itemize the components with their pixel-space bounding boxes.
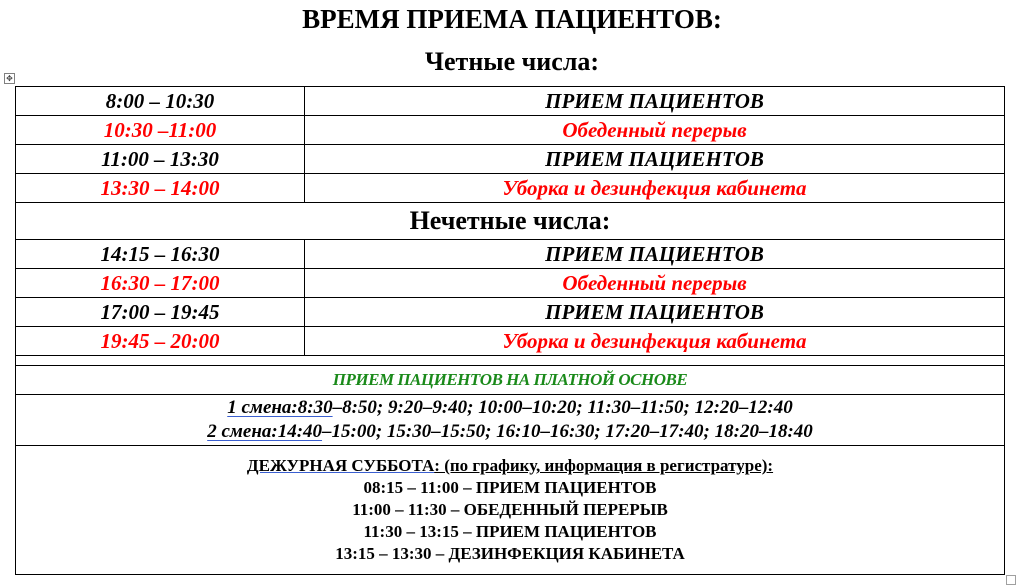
time-cell: 11:00 – 13:30 bbox=[16, 145, 305, 174]
activity-cell: Уборка и дезинфекция кабинета bbox=[305, 327, 1005, 356]
table-row bbox=[16, 145, 1005, 174]
odd-days-heading: Нечетные числа: bbox=[16, 203, 1005, 240]
table-row bbox=[16, 327, 1005, 356]
shift-2-times: –15:00; 15:30–15:50; 16:10–16:30; 17:20–17:40; 18:20–18:40 bbox=[322, 421, 813, 442]
time-cell: 13:30 – 14:00 bbox=[16, 174, 305, 203]
shift-2-line bbox=[16, 420, 1004, 444]
activity-cell: ПРИЕМ ПАЦИЕНТОВ bbox=[305, 87, 1005, 116]
saturday-item: 11:00 – 11:30 – ОБЕДЕННЫЙ ПЕРЕРЫВ bbox=[352, 500, 668, 519]
table-resize-handle[interactable] bbox=[1006, 575, 1016, 585]
saturday-row bbox=[16, 446, 1005, 575]
saturday-heading-label: ДЕЖУРНАЯ СУББОТА bbox=[246, 456, 435, 475]
saturday-item: 08:15 – 11:00 – ПРИЕМ ПАЦИЕНТОВ bbox=[363, 478, 657, 497]
table-row bbox=[16, 269, 1005, 298]
activity-cell: Уборка и дезинфекция кабинета bbox=[305, 174, 1005, 203]
shift-2-label: 2 смена:14:40 bbox=[207, 421, 323, 442]
activity-cell: Обеденный перерыв bbox=[305, 116, 1005, 145]
schedule-table bbox=[15, 86, 1005, 575]
activity-cell: Обеденный перерыв bbox=[305, 269, 1005, 298]
saturday-item: 13:15 – 13:30 – ДЕЗИНФЕКЦИЯ КАБИНЕТА bbox=[335, 544, 685, 563]
saturday-item: 11:30 – 13:15 – ПРИЕМ ПАЦИЕНТОВ bbox=[363, 522, 657, 541]
time-cell: 14:15 – 16:30 bbox=[16, 240, 305, 269]
saturday-heading-note: : (по графику, информация в регистратуре): bbox=[434, 456, 774, 475]
paid-title-row bbox=[16, 366, 1005, 395]
spacer-row bbox=[16, 356, 1005, 366]
table-row bbox=[16, 240, 1005, 269]
activity-cell: ПРИЕМ ПАЦИЕНТОВ bbox=[305, 145, 1005, 174]
shift-1-label: 1 смена:8:30 bbox=[227, 397, 333, 418]
shift-1-times: –8:50; 9:20–9:40; 10:00–10:20; 11:30–11:50; 12:20–12:40 bbox=[332, 397, 793, 418]
paid-shifts-cell bbox=[16, 395, 1005, 446]
table-row bbox=[16, 87, 1005, 116]
saturday-heading bbox=[16, 455, 1004, 477]
table-row bbox=[16, 174, 1005, 203]
time-cell: 19:45 – 20:00 bbox=[16, 327, 305, 356]
saturday-cell bbox=[16, 446, 1005, 575]
paid-title: ПРИЕМ ПАЦИЕНТОВ НА ПЛАТНОЙ ОСНОВЕ bbox=[16, 366, 1005, 395]
spacer-cell bbox=[16, 356, 1005, 366]
shift-1-line bbox=[16, 396, 1004, 420]
page-title: ВРЕМЯ ПРИЕМА ПАЦИЕНТОВ: bbox=[302, 4, 722, 34]
table-row bbox=[16, 298, 1005, 327]
odd-days-heading-row bbox=[16, 203, 1005, 240]
activity-cell: ПРИЕМ ПАЦИЕНТОВ bbox=[305, 240, 1005, 269]
time-cell: 8:00 – 10:30 bbox=[16, 87, 305, 116]
table-row bbox=[16, 116, 1005, 145]
paid-shifts-row bbox=[16, 395, 1005, 446]
move-handle-icon[interactable]: ✥ bbox=[4, 73, 15, 84]
activity-cell: ПРИЕМ ПАЦИЕНТОВ bbox=[305, 298, 1005, 327]
time-cell: 17:00 – 19:45 bbox=[16, 298, 305, 327]
time-cell: 10:30 –11:00 bbox=[16, 116, 305, 145]
even-days-heading: Четные числа: bbox=[424, 47, 600, 76]
time-cell: 16:30 – 17:00 bbox=[16, 269, 305, 298]
